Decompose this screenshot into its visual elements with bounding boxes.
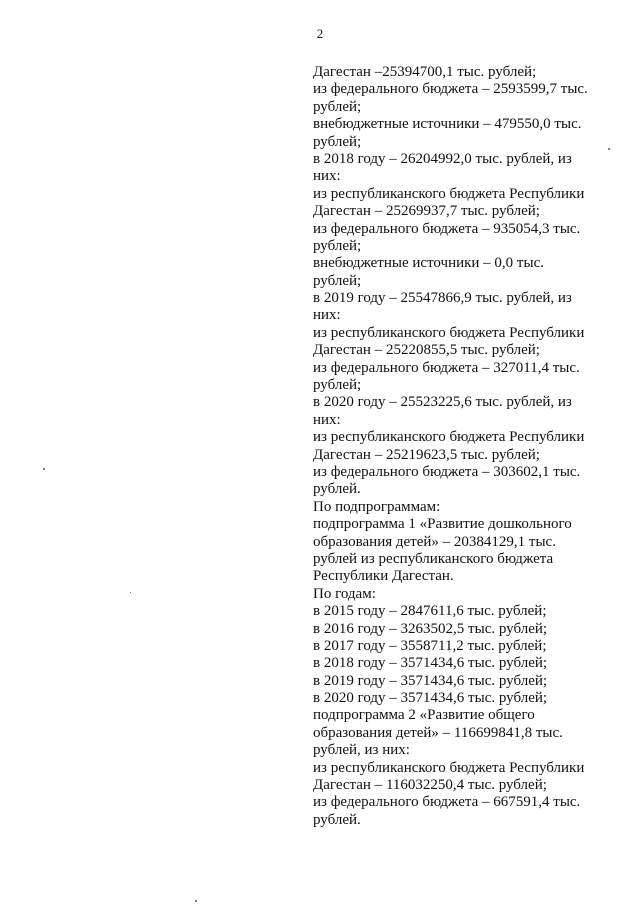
text-line: из республиканского бюджета Республики: [313, 429, 585, 446]
text-line: них:: [313, 411, 341, 428]
document-body: [313, 64, 613, 829]
text-line: Дагестан – 25269937,7 тыс. рублей;: [313, 203, 540, 220]
text-line: из федерального бюджета – 327011,4 тыс.: [313, 359, 580, 376]
text-line: них:: [313, 168, 341, 185]
text-line: рублей.: [313, 481, 361, 498]
text-line: в 2015 году – 2847611,6 тыс. рублей;: [313, 603, 547, 620]
scan-speck: [195, 900, 197, 902]
scan-speck: [130, 592, 131, 593]
text-line: в 2017 году – 3558711,2 тыс. рублей;: [313, 637, 547, 654]
text-line: образования детей» – 116699841,8 тыс.: [313, 724, 563, 741]
text-line: подпрограмма 1 «Развитие дошкольного: [313, 516, 572, 533]
text-line: в 2018 году – 3571434,6 тыс. рублей;: [313, 655, 548, 672]
text-line: рублей;: [313, 272, 362, 289]
text-line: внебюджетные источники – 479550,0 тыс.: [313, 116, 582, 133]
text-line: в 2016 году – 3263502,5 тыс. рублей;: [313, 620, 548, 637]
text-line: в 2020 году – 25523225,6 тыс. рублей, из: [313, 394, 572, 411]
text-line: подпрограмма 2 «Развитие общего: [313, 707, 535, 724]
text-line: рублей.: [313, 811, 361, 828]
text-line: из республиканского бюджета Республики: [313, 185, 585, 202]
text-line: Дагестан – 25219623,5 тыс. рублей;: [313, 446, 540, 463]
text-line: в 2019 году – 25547866,9 тыс. рублей, из: [313, 290, 572, 307]
text-line: Дагестан –25394700,1 тыс. рублей;: [313, 64, 537, 80]
text-line: рублей;: [313, 98, 362, 115]
text-line: них:: [313, 307, 341, 324]
text-line: из республиканского бюджета Республики: [313, 759, 585, 776]
scan-speck: [43, 468, 45, 470]
text-line: из федерального бюджета – 2593599,7 тыс.: [313, 81, 588, 98]
text-line: рублей;: [313, 133, 362, 150]
text-line: из федерального бюджета – 667591,4 тыс.: [313, 794, 581, 811]
text-line: образования детей» – 20384129,1 тыс.: [313, 533, 556, 550]
page-number: 2: [316, 26, 324, 41]
text-line: из федерального бюджета – 935054,3 тыс.: [313, 220, 581, 237]
text-line: рублей;: [313, 237, 362, 254]
text-line: из федерального бюджета – 303602,1 тыс.: [313, 463, 581, 480]
text-line: в 2020 году – 3571434,6 тыс. рублей;: [313, 690, 548, 707]
text-line: из республиканского бюджета Республики: [313, 324, 585, 341]
text-line: в 2018 году – 26204992,0 тыс. рублей, из: [313, 150, 572, 167]
text-line: в 2019 году – 3571434,6 тыс. рублей;: [313, 672, 548, 689]
text-line: внебюджетные источники – 0,0 тыс.: [313, 255, 544, 272]
text-line: Дагестан – 116032250,4 тыс. рублей;: [313, 777, 547, 794]
text-line: Республики Дагестан.: [313, 568, 454, 585]
scan-speck: [608, 148, 610, 150]
text-line: По годам:: [313, 585, 376, 602]
text-line: рублей, из них:: [313, 742, 410, 759]
text-line: По подпрограммам:: [313, 498, 441, 515]
text-line: рублей из республиканского бюджета: [313, 550, 554, 567]
text-line: Дагестан – 25220855,5 тыс. рублей;: [313, 342, 540, 359]
text-line: рублей;: [313, 377, 362, 394]
